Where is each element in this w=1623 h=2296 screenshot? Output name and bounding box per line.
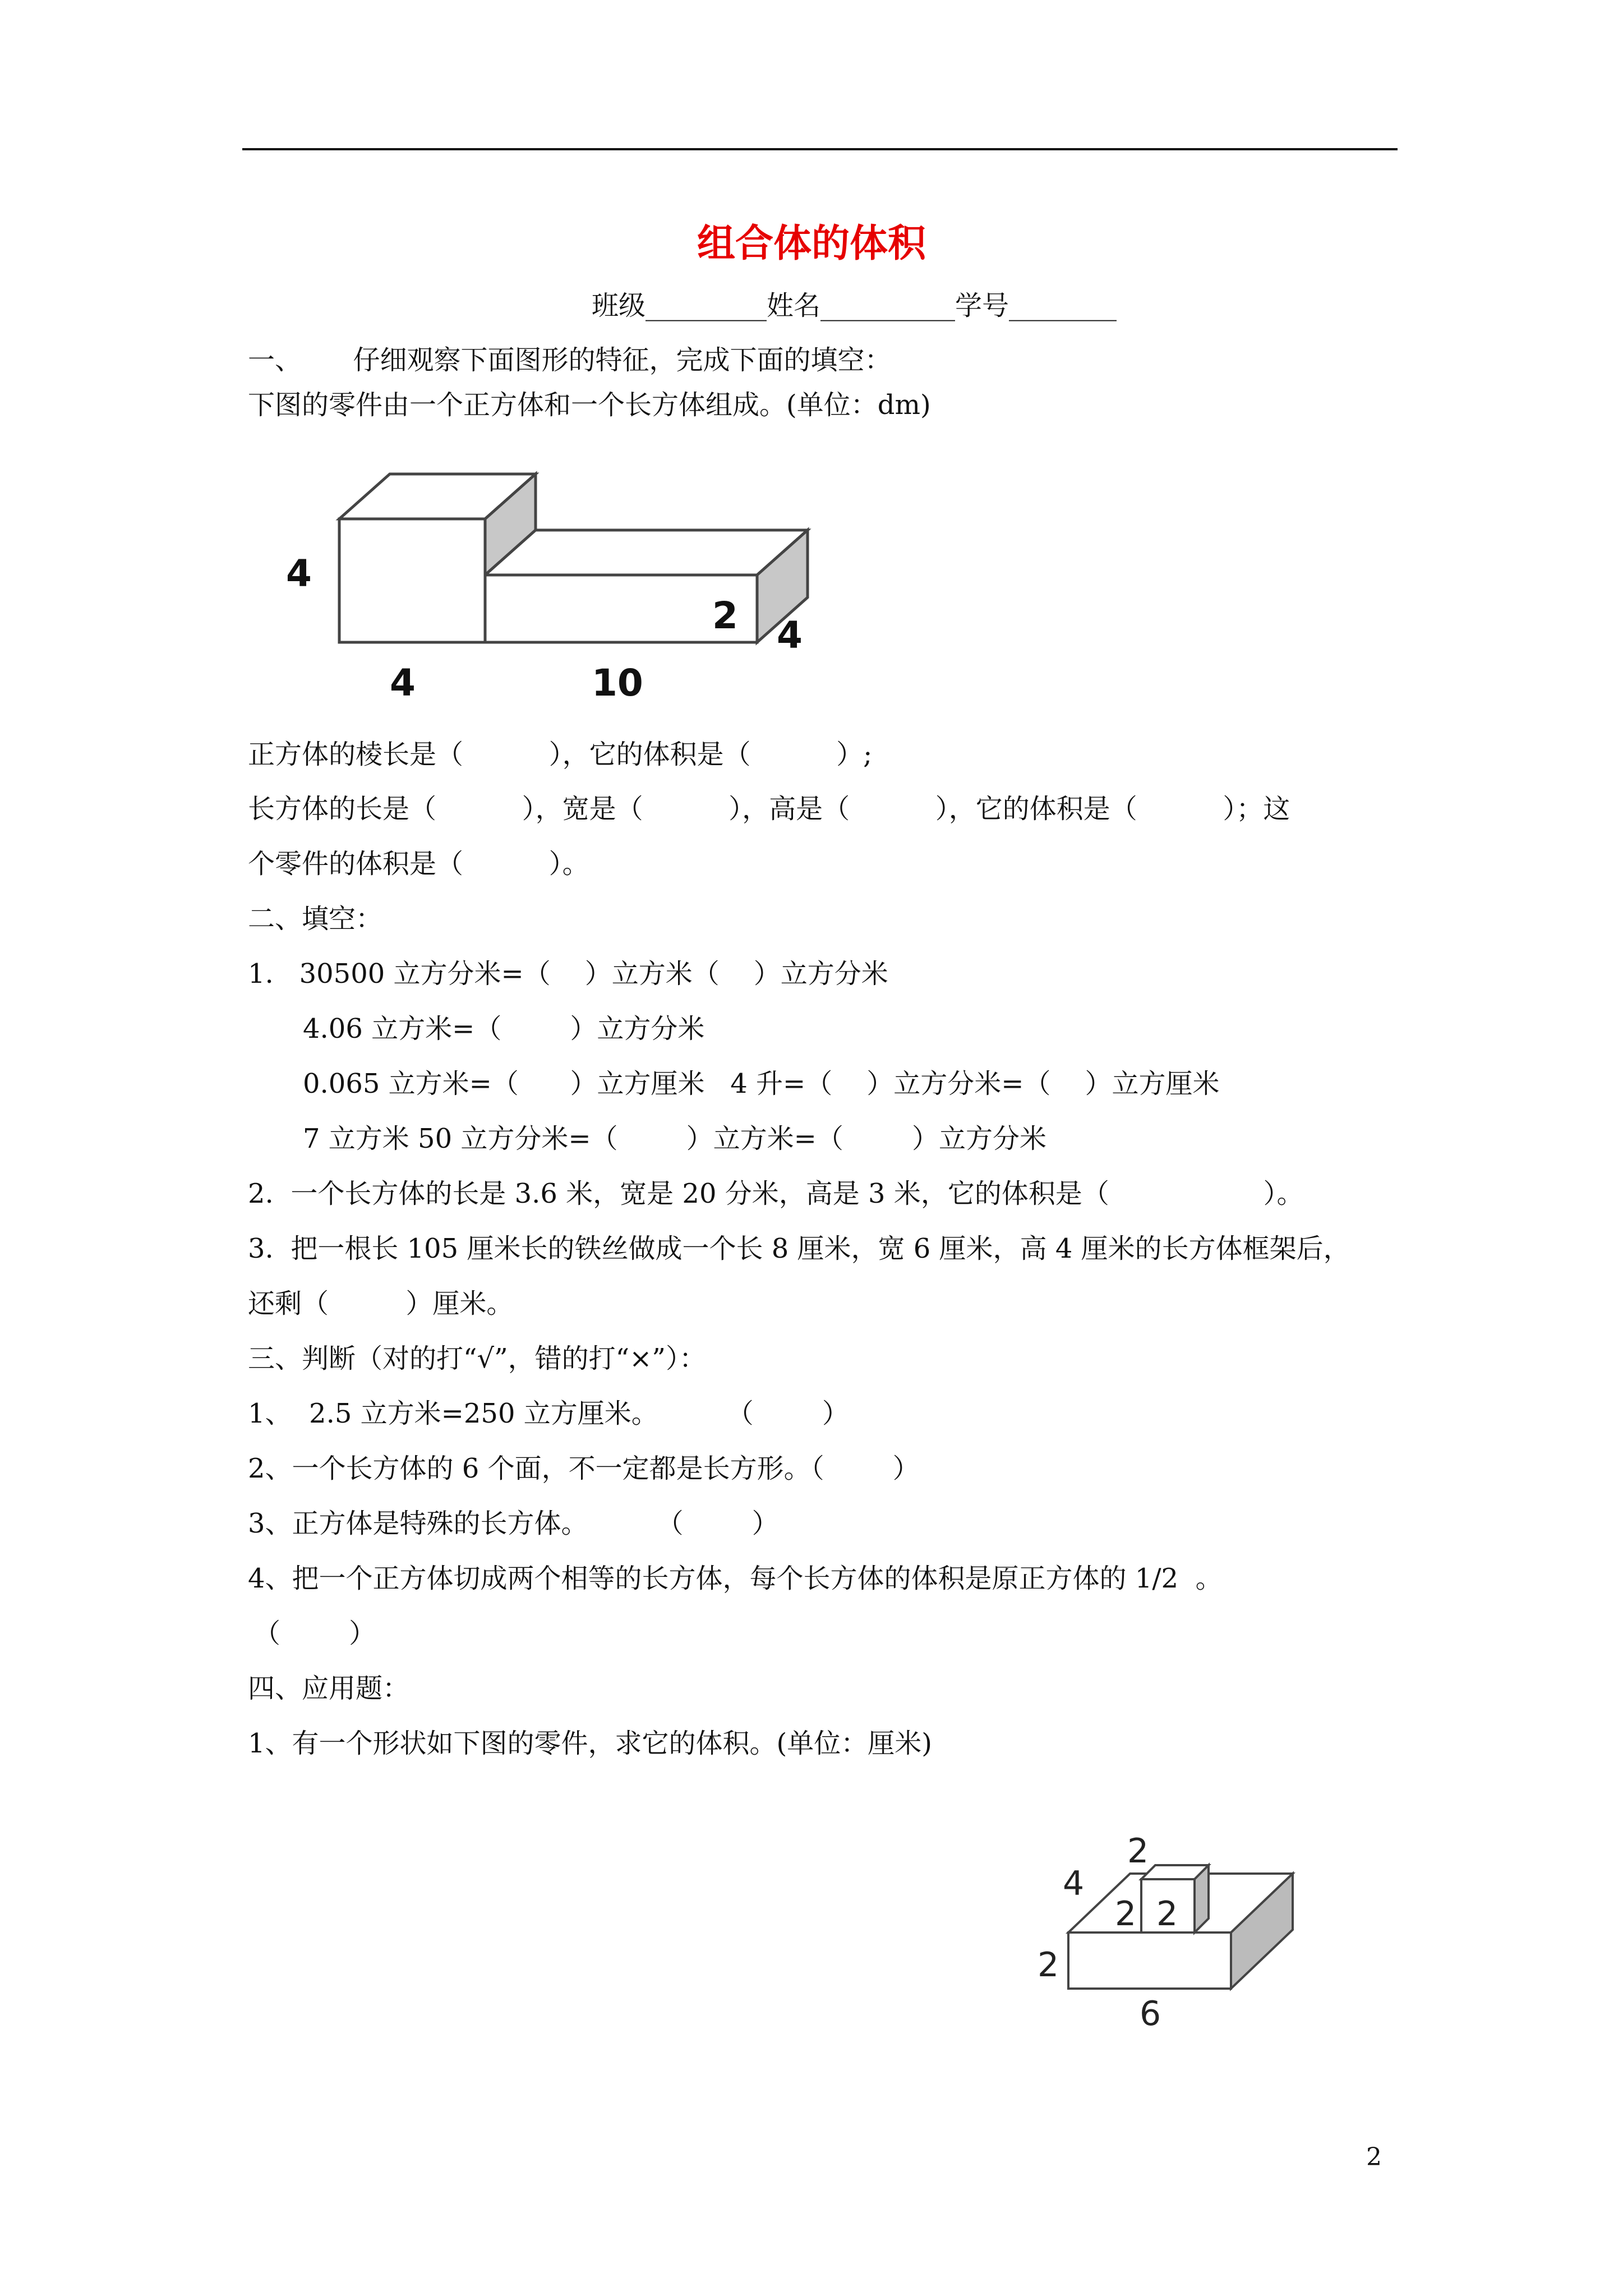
section3-item4-paren: （ ） <box>253 1618 376 1649</box>
label-base-height: 2 <box>1038 1945 1059 1985</box>
section2-item3-a: 3. 把一根长 105 厘米长的铁丝做成一个长 8 厘米，宽 6 厘米，高 4 厘米的长方体框架后， <box>248 1233 1350 1264</box>
section2-item2: 2. 一个长方体的长是 3.6 米，宽是 20 分米，高是 3 米，它的体积是（ ）。 <box>248 1178 1304 1209</box>
page-title: 组合体的体积 <box>697 221 926 266</box>
label-box-length: 10 <box>592 661 643 705</box>
section3-heading: 三、判断（对的打“√”，错的打“×”）： <box>248 1343 706 1374</box>
header-rule <box>242 148 1398 150</box>
section1-q1: 正方体的棱长是（ ），它的体积是（ ）; <box>248 739 873 770</box>
student-info-line: 班级_________姓名__________学号________ <box>592 290 1117 321</box>
section3-item1: 1、 2.5 立方米=250 立方厘米。 （ ） <box>248 1398 849 1429</box>
box-top-face <box>485 530 808 575</box>
section3-item4: 4、把一个正方体切成两个相等的长方体，每个长方体的体积是原正方体的 1/2 。 <box>248 1563 1223 1594</box>
label-base-depth: 4 <box>1063 1864 1085 1903</box>
section2-item3-b: 还剩（ ）厘米。 <box>248 1288 514 1319</box>
section2-item1-c: 0.065 立方米=（ ）立方厘米 4 升=（ ）立方分米=（ ）立方厘米 <box>303 1068 1220 1099</box>
section4-heading: 四、应用题： <box>248 1673 410 1704</box>
section1-q3: 个零件的体积是（ ）。 <box>248 848 589 880</box>
label-top-height: 2 <box>1115 1894 1137 1934</box>
section1-intro: 下图的零件由一个正方体和一个长方体组成。(单位：dm) <box>248 389 931 421</box>
label-box-depth: 4 <box>777 614 803 657</box>
label-top-width: 2 <box>1156 1894 1178 1934</box>
section2-item1-a: 1. 30500 立方分米=（ ）立方米（ ）立方分米 <box>248 958 888 990</box>
label-base-width: 6 <box>1140 1994 1161 2033</box>
section2-heading: 二、填空： <box>248 903 383 935</box>
label-cube-height: 4 <box>286 552 312 595</box>
label-cube-width: 4 <box>390 661 416 705</box>
base-front-face <box>1068 1932 1231 1989</box>
cube-front-face <box>339 519 485 642</box>
section2-item1-b: 4.06 立方米=（ ）立方分米 <box>303 1013 705 1045</box>
section1-q2: 长方体的长是（ ），宽是（ ），高是（ ），它的体积是（ ）；这 <box>248 793 1290 825</box>
section4-item1: 1、有一个形状如下图的零件，求它的体积。(单位：厘米) <box>248 1728 932 1759</box>
label-box-height: 2 <box>712 594 738 637</box>
section2-item1-d: 7 立方米 50 立方分米=（ ）立方米=（ ）立方分米 <box>303 1123 1046 1154</box>
page-number: 2 <box>1366 2143 1382 2171</box>
section1-heading: 一、 仔细观察下面图形的特征，完成下面的填空： <box>248 344 892 376</box>
figure-cube-and-box <box>275 466 836 712</box>
label-top-depth: 2 <box>1127 1832 1149 1871</box>
figure-stepped-part <box>1021 1829 1324 2036</box>
section3-item3: 3、正方体是特殊的长方体。 （ ） <box>248 1508 779 1539</box>
section3-item2: 2、一个长方体的 6 个面，不一定都是长方形。（ ） <box>248 1453 920 1484</box>
